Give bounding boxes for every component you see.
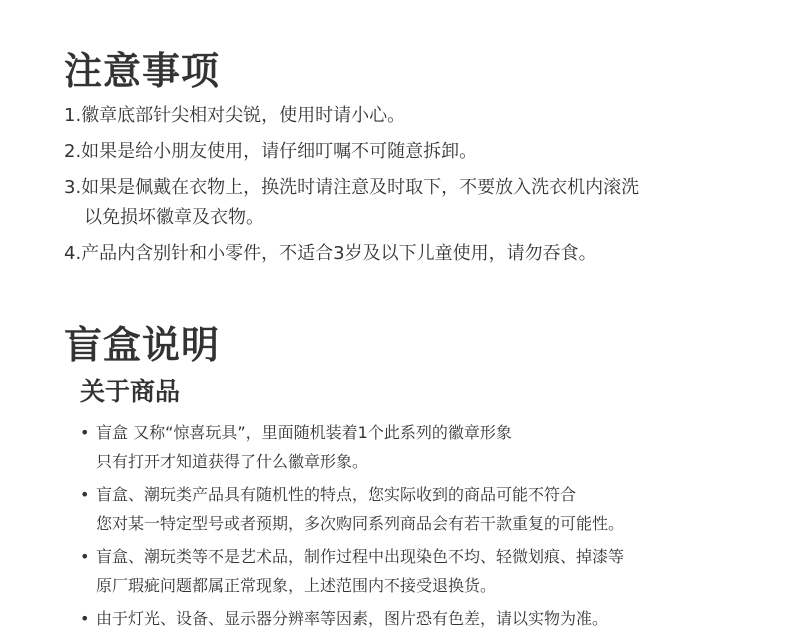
notice-item-3 (64, 173, 764, 233)
bullet-item-1 (80, 418, 760, 476)
blindbox-subtitle: 关于商品 (80, 377, 181, 406)
blindbox-title: 盲盒说明 (64, 323, 221, 367)
bullet-dot-icon: • (80, 547, 90, 566)
blindbox-bullet-list (80, 418, 760, 637)
notice-item-2-line-1: 2.如果是给小朋友使用，请仔细叮嘱不可随意拆卸。 (64, 141, 478, 162)
notice-item-3-line-1: 3.如果是佩戴在衣物上，换洗时请注意及时取下，不要放入洗衣机内滚洗 (64, 177, 640, 198)
bullet-item-3-line-2: 原厂瑕疵问题都属正常现象，上述范围内不接受退换货。 (96, 576, 497, 595)
bullet-dot-icon: • (80, 609, 90, 628)
notice-item-1 (64, 101, 764, 131)
bullet-dot-icon: • (80, 485, 90, 504)
bullet-item-2-line-1: 盲盒、潮玩类产品具有随机性的特点，您实际收到的商品可能不符合 (96, 485, 577, 504)
notice-list (64, 101, 764, 275)
bullet-item-2-line-2: 您对某一特定型号或者预期，多次购同系列商品会有若干款重复的可能性。 (96, 514, 625, 533)
bullet-item-1-line-2: 只有打开才知道获得了什么徽章形象。 (96, 452, 369, 471)
notice-item-4-line-1: 4.产品内含别针和小零件，不适合3岁及以下儿童使用，请勿吞食。 (64, 243, 597, 264)
bullet-item-2 (80, 480, 760, 538)
bullet-item-3-line-1: 盲盒、潮玩类等不是艺术品，制作过程中出现染色不均、轻微划痕、掉漆等 (96, 547, 625, 566)
notice-item-4 (64, 239, 764, 269)
notice-title: 注意事项 (64, 49, 221, 93)
notice-item-3-line-2: 以免损坏徽章及衣物。 (84, 207, 264, 228)
bullet-item-1-line-1: 盲盒 又称“惊喜玩具”，里面随机装着1个此系列的徽章形象 (96, 423, 512, 442)
notice-item-1-line-1: 1.徽章底部针尖相对尖锐，使用时请小心。 (64, 105, 406, 126)
bullet-item-3 (80, 542, 760, 600)
bullet-item-4-line-1: 由于灯光、设备、显示器分辨率等因素，图片恐有色差，请以实物为准。 (96, 609, 609, 628)
bullet-item-4 (80, 604, 760, 633)
bullet-dot-icon: • (80, 423, 90, 442)
notice-item-2 (64, 137, 764, 167)
